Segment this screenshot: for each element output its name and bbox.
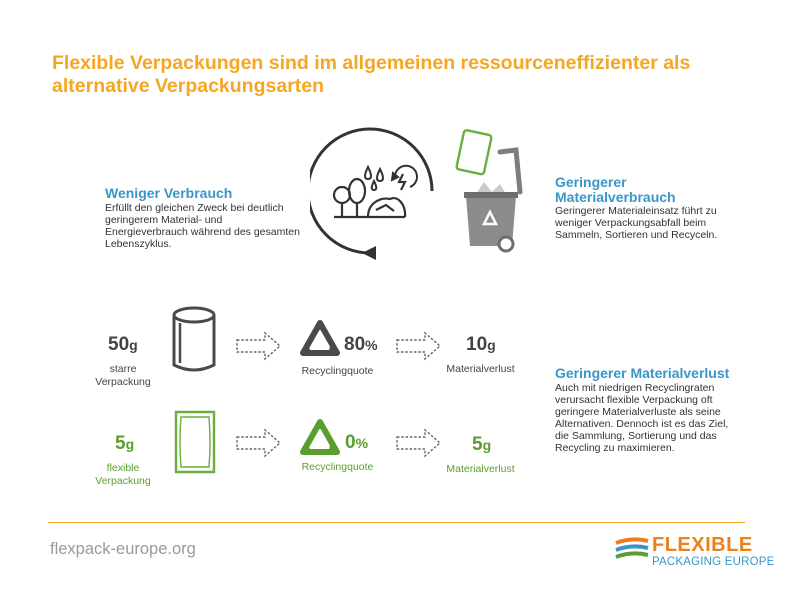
arrow-right-icon — [235, 427, 283, 459]
section-heading-materialverbrauch: Geringerer Materialverbrauch — [555, 174, 676, 205]
flexible-weight: 5g — [115, 433, 135, 454]
page-title: Flexible Verpackungen sind im allgemeinen ressourceneffizienter als alternative Verpackungsarten — [52, 52, 691, 97]
rigid-recycling-rate: 80% — [344, 334, 378, 355]
energy-icon — [392, 166, 417, 190]
rigid-can-icon — [170, 305, 218, 375]
flexible-pouch-icon — [172, 408, 218, 476]
rigid-weight: 50g — [108, 334, 138, 355]
trees-icon — [334, 179, 405, 217]
recycle-icon-dark — [300, 320, 340, 358]
section-heading-materialverlust: Geringerer Materialverlust — [555, 365, 730, 381]
section-text-weniger-verbrauch: Erfüllt den gleichen Zweck bei deutlich geringerem Material- und Energieverbrauch während des gesamten Lebenszyklus. — [105, 202, 300, 250]
recycle-icon-green — [300, 419, 340, 457]
section-text-materialverlust: Auch mit niedrigen Recyclingraten verursacht flexible Verpackung oft geringere Materialverluste als seine Alternativen. Dennoch ist es das Ziel, die Sammlung, Sortierung und das Recycling zu maximieren. — [555, 382, 729, 454]
rigid-label: starre Verpackung — [95, 363, 151, 388]
waste-bin-icon — [448, 124, 528, 254]
flexible-loss-label: Materialverlust — [446, 463, 515, 475]
arrow-right-icon — [395, 330, 443, 362]
rigid-material-loss: 10g — [466, 334, 496, 355]
section-heading-weniger-verbrauch: Weniger Verbrauch — [105, 185, 233, 201]
flexible-recycling-rate: 0% — [345, 432, 369, 453]
section-text-materialverbrauch: Geringerer Materialeinsatz führt zu weniger Verpackungsabfall beim Sammeln, Sortieren und Recyceln. — [555, 205, 718, 241]
arrow-right-icon — [235, 330, 283, 362]
flexible-label: flexible Verpackung — [95, 462, 151, 487]
flexible-packaging-europe-logo-icon — [614, 535, 650, 565]
footer-divider — [48, 522, 745, 523]
footer-url[interactable]: flexpack-europe.org — [50, 540, 196, 558]
rigid-rate-label: Recyclingquote — [301, 365, 374, 377]
water-drops-icon — [365, 167, 383, 190]
lifecycle-circle-icon — [310, 125, 445, 260]
logo-text-packaging-europe: PACKAGING EUROPE — [652, 556, 775, 568]
arrow-right-icon — [395, 427, 443, 459]
logo-text-flexible: FLEXIBLE — [652, 534, 753, 556]
flexible-rate-label: Recyclingquote — [301, 461, 374, 473]
rigid-loss-label: Materialverlust — [446, 363, 515, 375]
flexible-material-loss: 5g — [472, 434, 492, 455]
